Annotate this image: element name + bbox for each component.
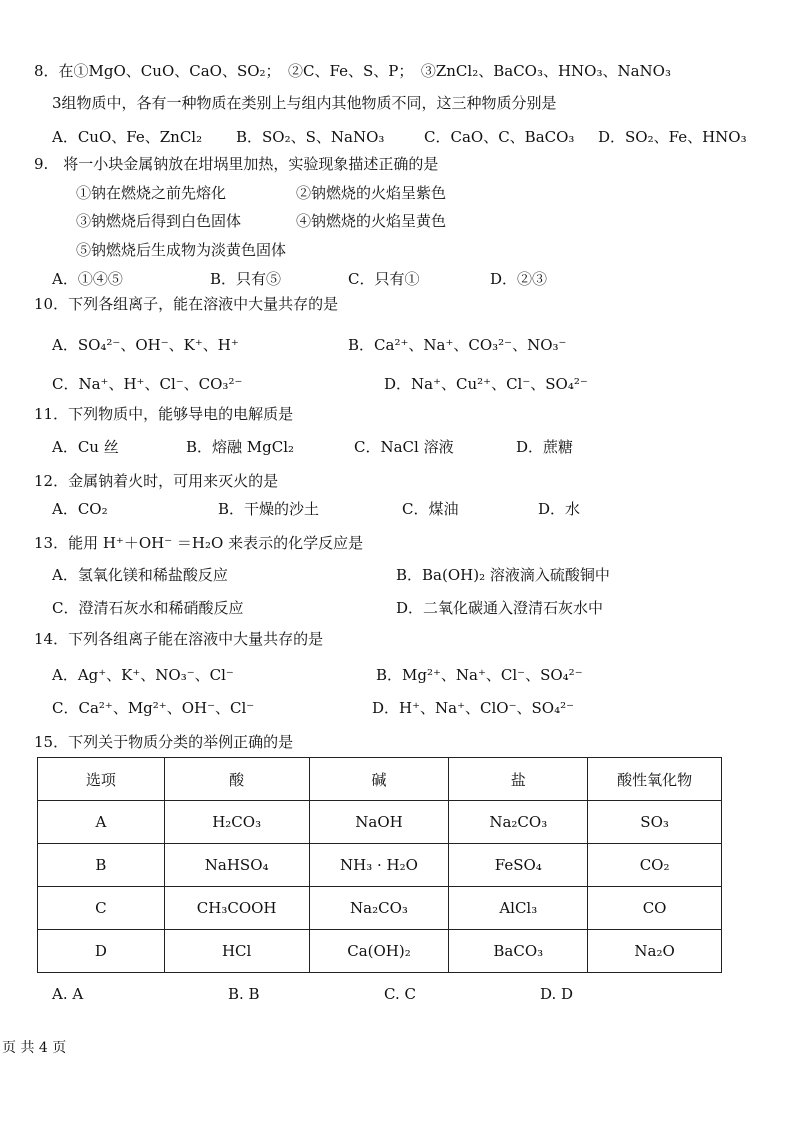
q9-item-5: ⑤钠燃烧后生成物为淡黄色固体 [76,241,287,259]
q8-stem-line1: 8．在①MgO、CuO、CaO、SO₂； ②C、Fe、S、P； ③ZnCl₂、BaCO₃、HNO₃、NaNO₃ [34,62,671,80]
q8-option-a: A．CuO、Fe、ZnCl₂ [52,128,203,146]
classification-table [37,757,722,973]
header-base: 碱 [309,758,449,801]
q14-stem: 14．下列各组离子能在溶液中大量共存的是 [34,630,324,648]
table-cell: CO [588,887,722,930]
q9-item-1: ①钠在燃烧之前先熔化 [76,184,227,202]
q12-option-d: D．水 [538,500,581,518]
q13-option-b: B．Ba(OH)₂ 溶液滴入硫酸铜中 [396,566,610,584]
table-cell: AlCl₃ [449,887,588,930]
table-cell: Ca(OH)₂ [309,930,449,973]
q15-option-c: C. C [384,985,416,1003]
q9-item-2: ②钠燃烧的火焰呈紫色 [296,184,447,202]
q13-option-c: C．澄清石灰水和稀硝酸反应 [52,599,244,617]
q9-item-3: ③钠燃烧后得到白色固体 [76,212,242,230]
header-option: 选项 [38,758,165,801]
q11-option-a: A．Cu 丝 [52,438,119,456]
table-cell: NaHSO₄ [164,844,309,887]
q9-option-a: A．①④⑤ [52,270,123,288]
q15-option-b: B. B [228,985,260,1003]
q15-option-d: D. D [540,985,574,1003]
table-cell: Na₂CO₃ [449,801,588,844]
q11-stem: 11．下列物质中，能够导电的电解质是 [34,405,294,423]
q11-option-b: B．熔融 MgCl₂ [186,438,295,456]
q10-option-c: C．Na⁺、H⁺、Cl⁻、CO₃²⁻ [52,375,243,393]
q12-option-c: C．煤油 [402,500,459,518]
table-row [38,801,722,844]
q8-option-c: C．CaO、C、BaCO₃ [424,128,575,146]
q11-option-d: D．蔗糖 [516,438,574,456]
table-cell: NH₃ · H₂O [309,844,449,887]
table-cell: BaCO₃ [449,930,588,973]
q8-stem-line2: 3组物质中，各有一种物质在类别上与组内其他物质不同，这三种物质分别是 [52,94,557,112]
table-cell: HCl [164,930,309,973]
q14-option-a: A．Ag⁺、K⁺、NO₃⁻、Cl⁻ [52,666,234,684]
table-row [38,930,722,973]
q8-option-d: D．SO₂、Fe、HNO₃ [598,128,747,146]
q11-option-c: C．NaCl 溶液 [354,438,454,456]
table-row [38,844,722,887]
table-row [38,887,722,930]
q8-option-b: B．SO₂、S、NaNO₃ [236,128,385,146]
page-footer: 页 共 4 页 [2,1040,67,1056]
header-acidic-oxide: 酸性氧化物 [588,758,722,801]
q14-option-c: C．Ca²⁺、Mg²⁺、OH⁻、Cl⁻ [52,699,255,717]
table-header-row [38,758,722,801]
q10-option-b: B．Ca²⁺、Na⁺、CO₃²⁻、NO₃⁻ [348,336,567,354]
q10-option-d: D．Na⁺、Cu²⁺、Cl⁻、SO₄²⁻ [384,375,588,393]
table-cell: D [38,930,165,973]
header-acid: 酸 [164,758,309,801]
q12-option-a: A．CO₂ [52,500,108,518]
q9-option-c: C．只有① [348,270,420,288]
table-cell: Na₂CO₃ [309,887,449,930]
table-cell: A [38,801,165,844]
q15-stem: 15．下列关于物质分类的举例正确的是 [34,733,294,751]
q10-option-a: A．SO₄²⁻、OH⁻、K⁺、H⁺ [52,336,239,354]
q14-option-b: B．Mg²⁺、Na⁺、Cl⁻、SO₄²⁻ [376,666,583,684]
table-cell: FeSO₄ [449,844,588,887]
q10-stem: 10．下列各组离子，能在溶液中大量共存的是 [34,295,339,313]
q12-option-b: B．干燥的沙土 [218,500,320,518]
q14-option-d: D．H⁺、Na⁺、ClO⁻、SO₄²⁻ [372,699,575,717]
q15-option-a: A. A [52,985,84,1003]
q9-stem: 9. 将一小块金属钠放在坩埚里加热，实验现象描述正确的是 [34,155,439,173]
q13-option-a: A．氢氧化镁和稀盐酸反应 [52,566,228,584]
q9-option-b: B．只有⑤ [210,270,282,288]
table-cell: CH₃COOH [164,887,309,930]
table-cell: Na₂O [588,930,722,973]
table-cell: SO₃ [588,801,722,844]
q13-option-d: D．二氧化碳通入澄清石灰水中 [396,599,604,617]
header-salt: 盐 [449,758,588,801]
table-cell: C [38,887,165,930]
q9-option-d: D．②③ [490,270,548,288]
table-cell: B [38,844,165,887]
q9-item-4: ④钠燃烧的火焰呈黄色 [296,212,447,230]
q12-stem: 12．金属钠着火时，可用来灭火的是 [34,472,279,490]
table-cell: CO₂ [588,844,722,887]
table-cell: NaOH [309,801,449,844]
q13-stem: 13．能用 H⁺＋OH⁻ ＝H₂O 来表示的化学反应是 [34,534,364,552]
table-cell: H₂CO₃ [164,801,309,844]
